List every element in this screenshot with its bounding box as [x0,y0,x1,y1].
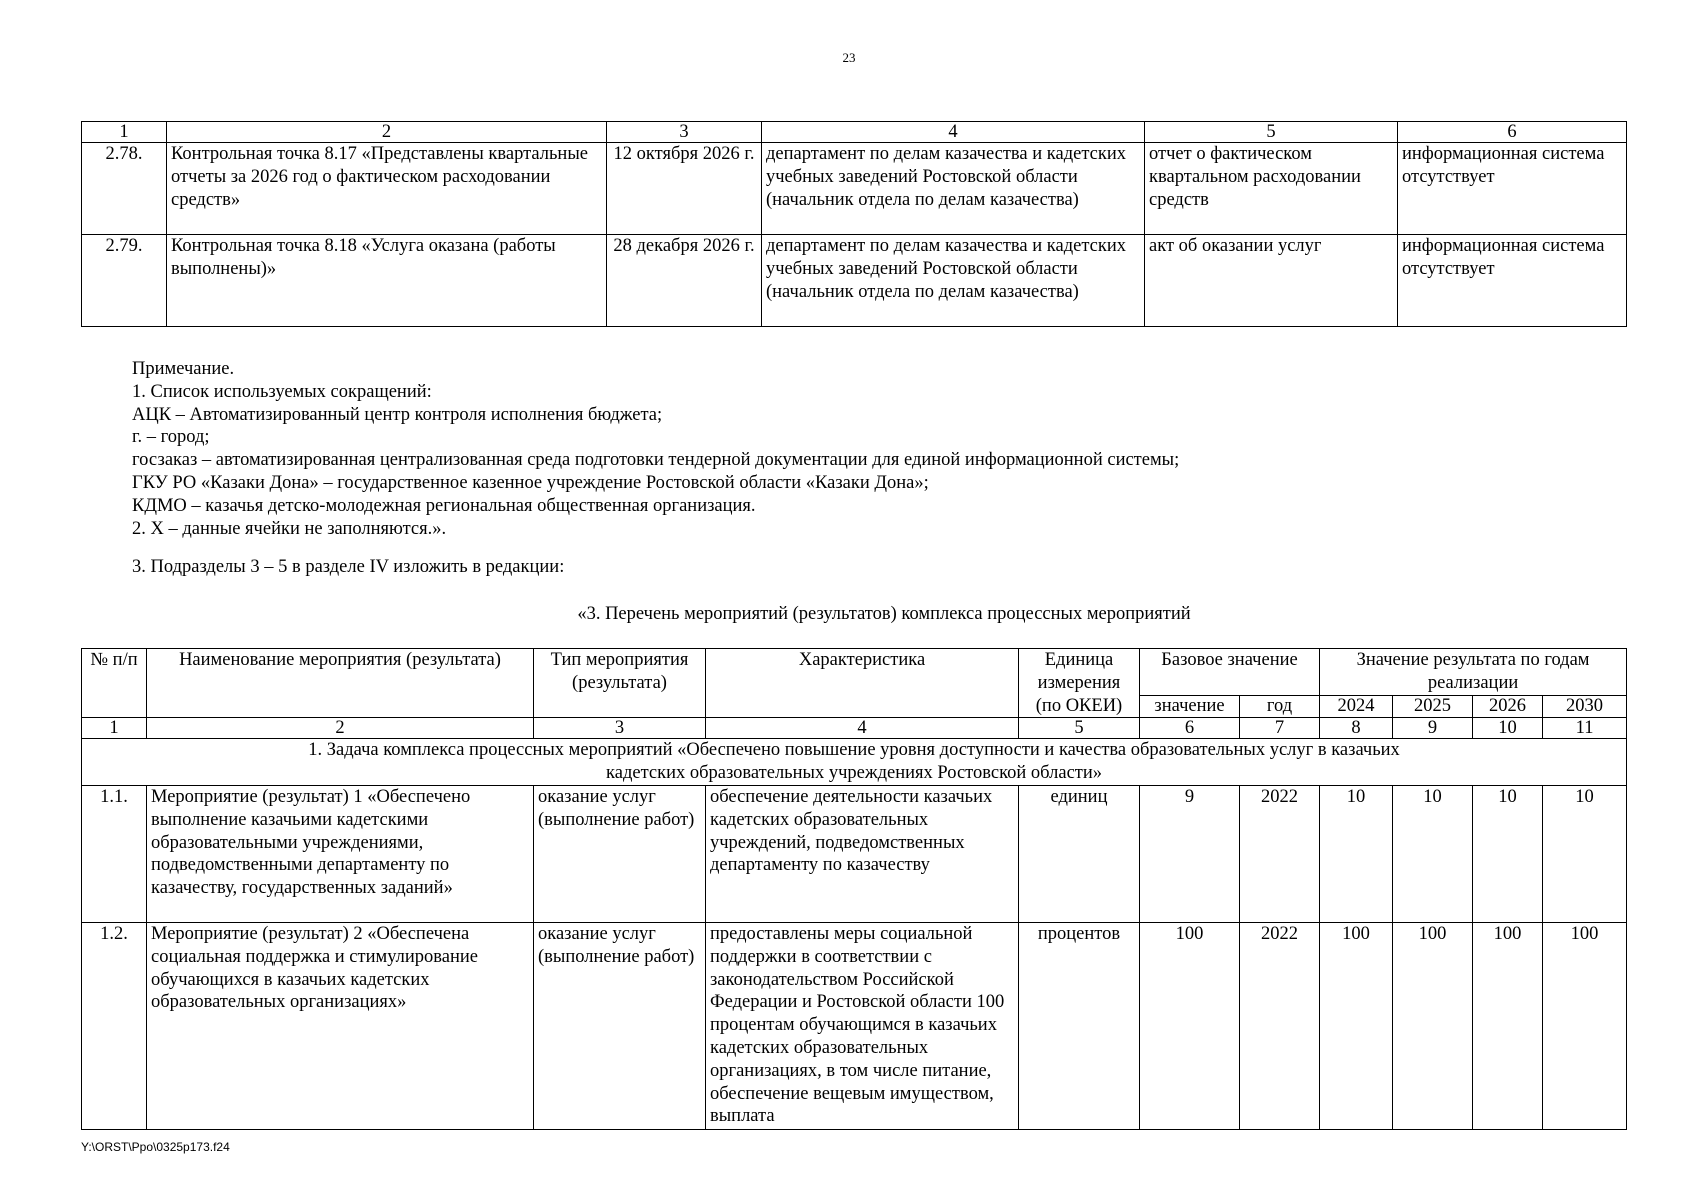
measure-characteristic: предоставлены меры социальной поддержки в соответствии с законодательством Российской Федерации и Ростовской области 100 процентам обучающимся в казачьих кадетских образовательных организациях, в том числе питание, обеспечение вещевым имуществом, выплата [706,922,1019,1129]
result-value: 10 [1320,785,1393,922]
column-number: 1 [82,122,167,143]
confirming-document: отчет о фактическом квартальном расходовании средств [1145,143,1398,235]
footer-file-path: Y:\ORST\Ppo\0325p173.f24 [81,1140,230,1154]
measure-unit: процентов [1019,922,1140,1129]
responsible-party: департамент по делам казачества и кадетских учебных заведений Ростовской области (начальник отдела по делам казачества) [762,143,1145,235]
note-line: госзаказ – автоматизированная централизованная среда подготовки тендерной документации для единой информационной системы; [132,450,1180,471]
information-system: информационная система отсутствует [1398,235,1627,327]
column-number: 4 [762,122,1145,143]
column-number: 5 [1145,122,1398,143]
measures-table [81,648,1627,1130]
header-characteristic: Характеристика [706,649,1019,718]
table-row [82,235,1627,327]
result-value: 10 [1393,785,1473,922]
column-number-row [82,718,1627,739]
row-number: 2.79. [82,235,167,327]
table-header-row [82,649,1627,696]
header-base-value: значение [1140,695,1240,718]
deadline-date: 28 декабря 2026 г. [607,235,762,327]
header-result: Значение результата по годам реализации [1320,649,1627,696]
column-number: 7 [1240,718,1320,739]
confirming-document: акт об оказании услуг [1145,235,1398,327]
table-row [82,143,1627,235]
header-year: 2025 [1393,695,1473,718]
notes-title: Примечание. [132,359,235,379]
note-line: АЦК – Автоматизированный центр контроля исполнения бюджета; [132,404,663,425]
base-year: 2022 [1240,785,1320,922]
table-row [82,785,1627,922]
note-line: 2. Х – данные ячейки не заполняются.». [132,518,447,539]
subsection-title: «3. Перечень мероприятий (результатов) комплекса процессных мероприятий [577,604,1191,624]
column-number: 4 [706,718,1019,739]
note-line: 1. Список используемых сокращений: [132,381,432,402]
note-line: КДМО – казачья детско-молодежная региональная общественная организация. [132,495,756,516]
measure-type: оказание услуг (выполнение работ) [534,922,706,1129]
row-number: 1.2. [82,922,147,1129]
base-value: 9 [1140,785,1240,922]
result-value: 100 [1393,922,1473,1129]
column-number: 2 [167,122,607,143]
header-base-year: год [1240,695,1320,718]
note-line: г. – город; [132,427,210,448]
column-number: 9 [1393,718,1473,739]
table-row [82,922,1627,1129]
column-number: 11 [1543,718,1627,739]
control-point-name: Контрольная точка 8.17 «Представлены квартальные отчеты за 2026 год о фактическом расходовании средств» [167,143,607,235]
measure-type: оказание услуг (выполнение работ) [534,785,706,922]
column-number: 3 [607,122,762,143]
column-number: 8 [1320,718,1393,739]
result-value: 100 [1473,922,1543,1129]
column-number: 5 [1019,718,1140,739]
header-base: Базовое значение [1140,649,1320,696]
header-type: Тип мероприятия (результата) [534,649,706,718]
base-year: 2022 [1240,922,1320,1129]
header-year: 2026 [1473,695,1543,718]
header-year: 2024 [1320,695,1393,718]
task-row [82,739,1627,786]
task-heading: 1. Задача комплекса процессных мероприятий «Обеспечено повышение уровня доступности и качества образовательных услуг в казачьих кадетских образовательных учреждениях Ростовской области» [82,739,1627,786]
measure-unit: единиц [1019,785,1140,922]
base-value: 100 [1140,922,1240,1129]
information-system: информационная система отсутствует [1398,143,1627,235]
result-value: 100 [1320,922,1393,1129]
note-line: ГКУ РО «Казаки Дона» – государственное казенное учреждение Ростовской области «Казаки Дона»; [132,472,929,493]
column-number: 3 [534,718,706,739]
row-number: 1.1. [82,785,147,922]
deadline-date: 12 октября 2026 г. [607,143,762,235]
header-num: № п/п [82,649,147,718]
measure-name: Мероприятие (результат) 1 «Обеспечено выполнение казачьими кадетскими образовательными учреждениями, подведомственными департаменту по казачеству, государственных заданий» [147,785,534,922]
result-value: 100 [1543,922,1627,1129]
result-value: 10 [1473,785,1543,922]
header-year: 2030 [1543,695,1627,718]
page-number: 23 [842,50,856,65]
header-name: Наименование мероприятия (результата) [147,649,534,718]
instruction-text: 3. Подразделы 3 – 5 в разделе IV изложить в редакции: [132,557,565,578]
result-value: 10 [1543,785,1627,922]
notes-block [132,358,1612,579]
column-number: 10 [1473,718,1543,739]
control-point-name: Контрольная точка 8.18 «Услуга оказана (работы выполнены)» [167,235,607,327]
column-number: 1 [82,718,147,739]
row-number: 2.78. [82,143,167,235]
column-number: 6 [1398,122,1627,143]
measure-name: Мероприятие (результат) 2 «Обеспечена социальная поддержка и стимулирование обучающихся в казачьих кадетских образовательных организациях» [147,922,534,1129]
table-header-row [82,122,1627,143]
column-number: 6 [1140,718,1240,739]
measure-characteristic: обеспечение деятельности казачьих кадетских образовательных учреждений, подведомственных департаменту по казачеству [706,785,1019,922]
responsible-party: департамент по делам казачества и кадетских учебных заведений Ростовской области (начальник отдела по делам казачества) [762,235,1145,327]
column-number: 2 [147,718,534,739]
control-points-table [81,121,1627,327]
header-unit: Единица измерения (по ОКЕИ) [1019,649,1140,718]
